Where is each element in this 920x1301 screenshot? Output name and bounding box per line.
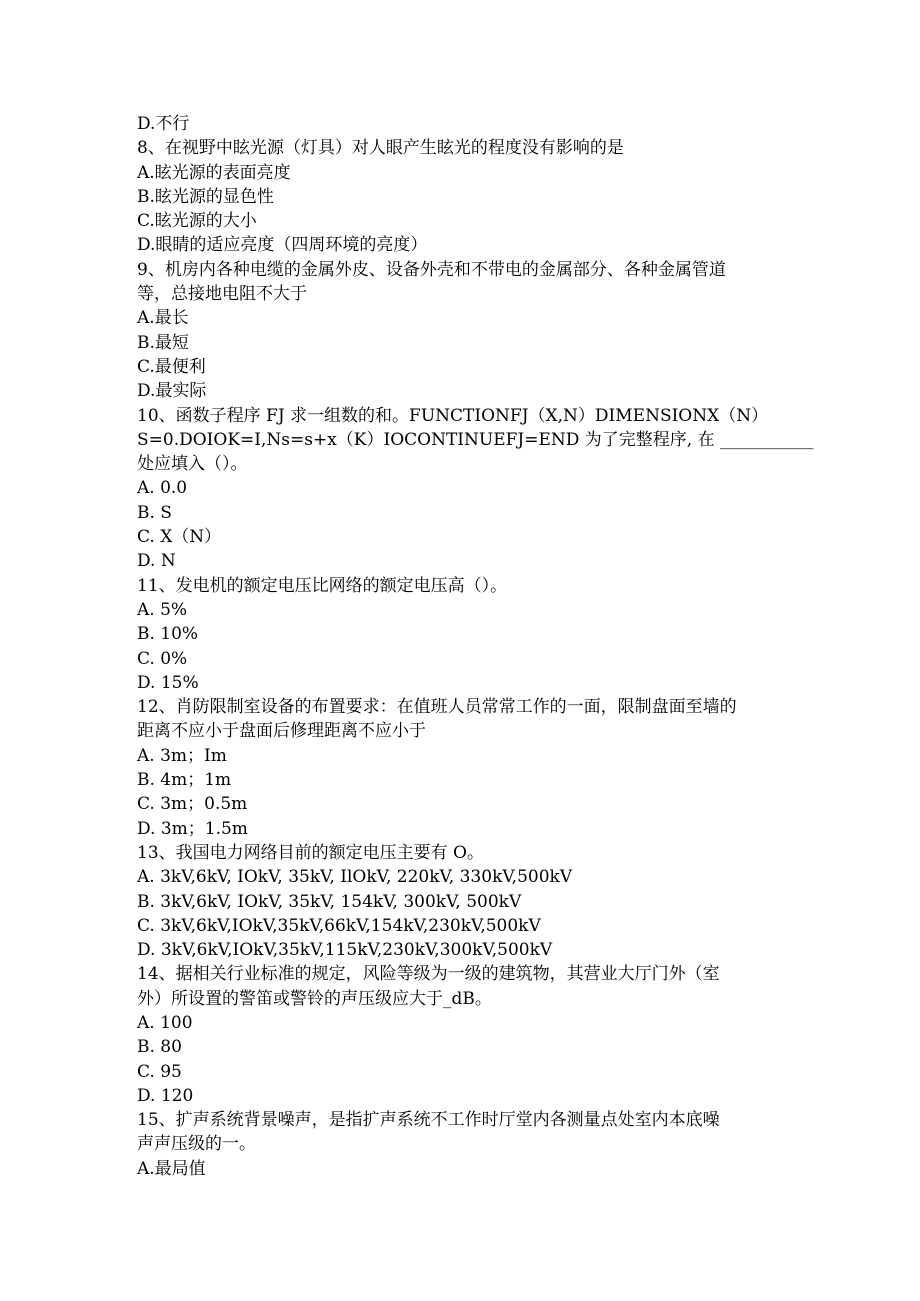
text-line: 处应填入（）。 <box>137 454 248 475</box>
text-line: C. 95 <box>137 1061 182 1082</box>
text-line: 14、据相关行业标准的规定，风险等级为一级的建筑物，其营业大厅门外（室 <box>137 964 720 985</box>
text-line: 15、扩声系统背景噪声，是指扩声系统不工作时厅堂内各测量点处室内本底噪 <box>137 1110 720 1131</box>
text-line: A. 0.0 <box>137 478 188 499</box>
text-line: 等，总接地电阻不大于 <box>137 284 307 305</box>
text-line: 8、在视野中眩光源（灯具）对人眼产生眩光的程度没有影响的是 <box>137 138 624 159</box>
text-line: 距离不应小于盘面后修理距离不应小于 <box>137 721 426 742</box>
text-line: D.最实际 <box>137 381 207 402</box>
text-line: C. 0% <box>137 648 188 669</box>
text-line: 9、机房内各种电缆的金属外皮、设备外壳和不带电的金属部分、各种金属管道 <box>137 259 726 280</box>
text-line: C.最便利 <box>137 356 206 377</box>
text-line: B. 4m；1m <box>137 770 232 791</box>
text-line: A. 5% <box>137 599 188 620</box>
text-line: D. 120 <box>137 1085 194 1106</box>
text-line: S=0.DOIOK=I,Ns=s+x（K）IOCONTINUEFJ=END 为了完整程序, 在 ___________ <box>137 429 814 450</box>
question-text-body <box>137 112 814 1181</box>
text-line: A. 100 <box>137 1012 193 1033</box>
text-line: B. 3kV,6kV, IOkV, 35kV, 154kV, 300kV, 500kV <box>137 891 522 912</box>
text-line: B. 10% <box>137 624 199 645</box>
text-line: B.最短 <box>137 332 189 353</box>
text-line: A. 3m；Im <box>137 745 227 766</box>
text-line: 12、肖防限制室设备的布置要求：在值班人员常常工作的一面，限制盘面至墙的 <box>137 697 737 718</box>
text-line: D. N <box>137 551 176 572</box>
text-line: A.眩光源的表面亮度 <box>137 162 291 183</box>
text-line: 11、发电机的额定电压比网络的额定电压高（）。 <box>137 575 508 596</box>
text-line: 13、我国电力网络目前的额定电压主要有 O。 <box>137 842 484 863</box>
text-line: D. 15% <box>137 672 199 693</box>
text-line: D. 3m；1.5m <box>137 818 248 839</box>
text-line: C. 3kV,6kV,IOkV,35kV,66kV,154kV,230kV,500kV <box>137 915 541 936</box>
text-line: 外）所设置的警笛或警铃的声压级应大于_dB。 <box>137 988 492 1009</box>
text-line: A. 3kV,6kV, IOkV, 35kV, IlOkV, 220kV, 330kV,500kV <box>137 867 573 888</box>
text-line: D.不行 <box>137 114 190 134</box>
text-line: B. S <box>137 502 172 523</box>
text-line: C. X（N） <box>137 527 222 548</box>
text-line: D.眼睛的适应亮度（四周环境的亮度） <box>137 235 428 256</box>
text-line: B. 80 <box>137 1037 182 1058</box>
text-line: C.眩光源的大小 <box>137 211 257 232</box>
text-line: B.眩光源的显色性 <box>137 186 274 207</box>
text-line: C. 3m；0.5m <box>137 794 248 815</box>
text-line: D. 3kV,6kV,IOkV,35kV,115kV,230kV,300kV,500kV <box>137 940 553 961</box>
text-line: 10、函数子程序 FJ 求一组数的和。FUNCTIONFJ（X,N）DIMENSIONX（N） <box>137 405 769 426</box>
text-line: 声声压级的一。 <box>137 1134 256 1155</box>
text-line: A.最局值 <box>137 1158 206 1179</box>
text-line: A.最长 <box>137 308 189 329</box>
